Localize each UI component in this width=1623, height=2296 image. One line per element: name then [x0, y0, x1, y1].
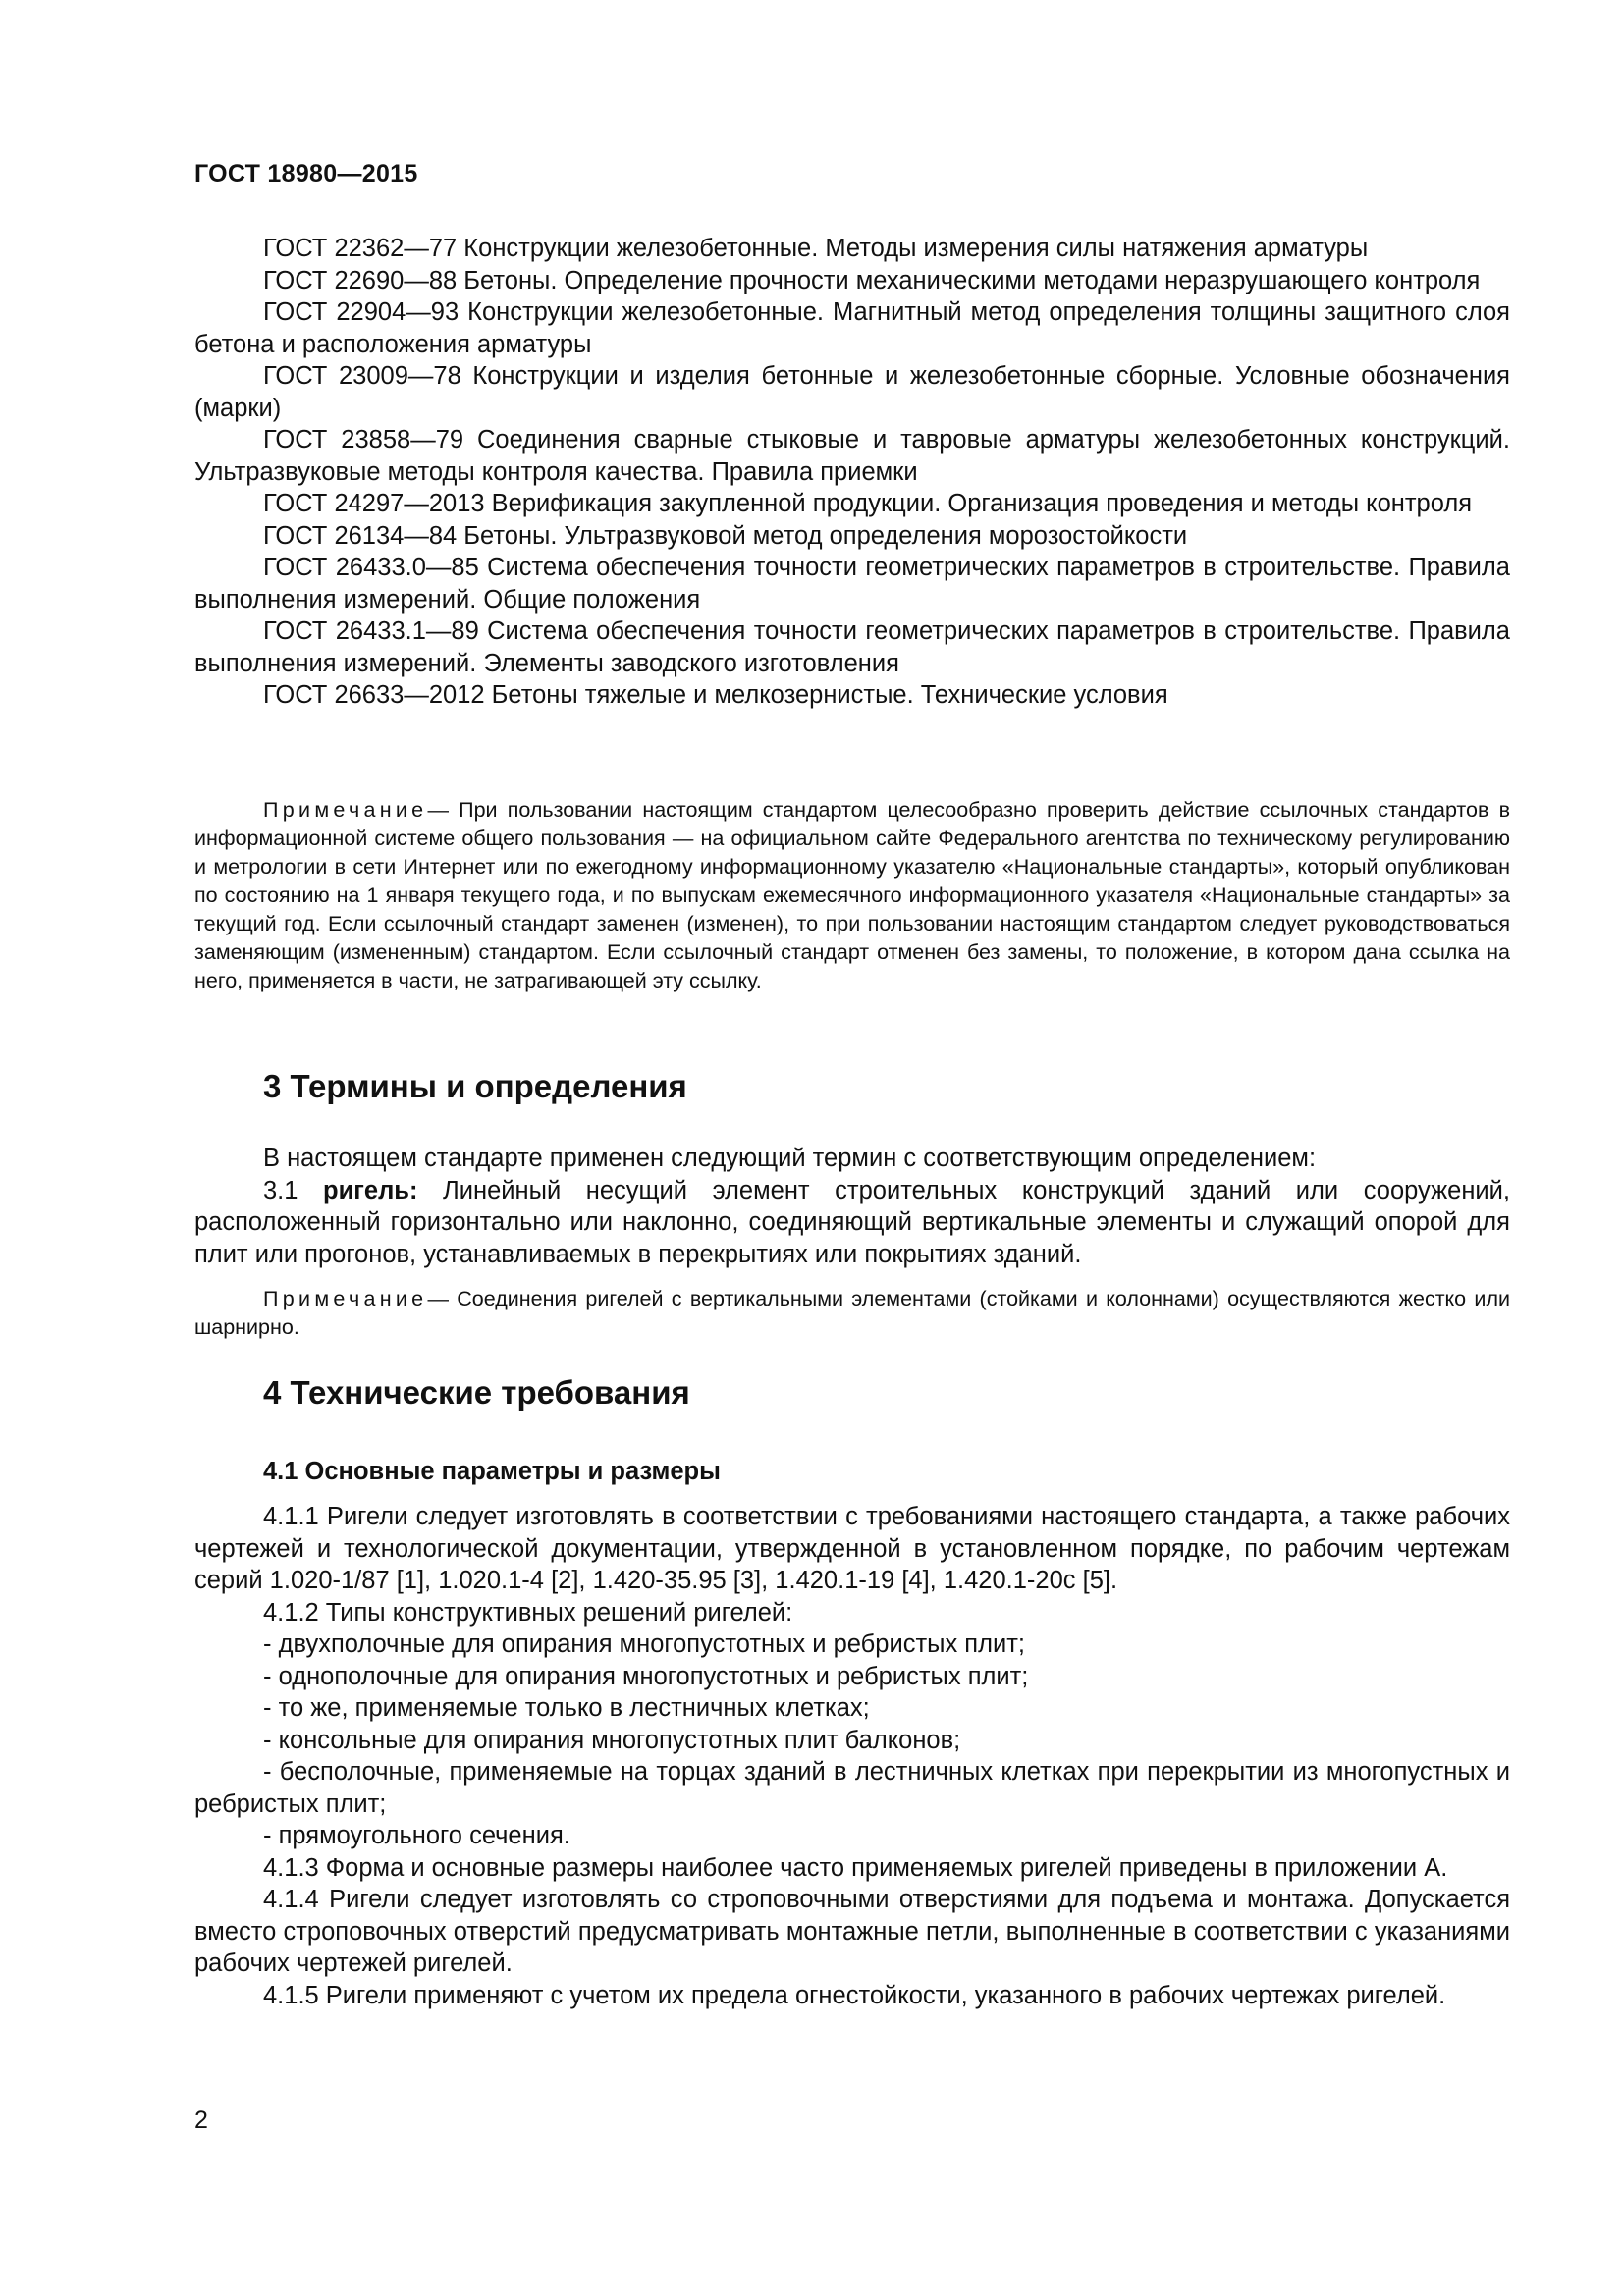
standard-header: ГОСТ 18980—2015	[194, 160, 418, 187]
reference-item: ГОСТ 26633—2012 Бетоны тяжелые и мелкозернистые. Технические условия	[263, 681, 1168, 709]
list-item: - бесполочные, применяемые на торцах зданий в лестничных клетках при перекрытии из многопустных и ребристых плит;	[194, 1758, 1510, 1818]
references-note	[194, 796, 1510, 995]
section-3-body	[194, 1143, 1510, 1270]
section-4-title: 4 Технические требования	[263, 1374, 690, 1411]
list-item: - прямоугольного сечения.	[263, 1822, 570, 1849]
section-4-body	[194, 1501, 1510, 2011]
reference-item: ГОСТ 24297—2013 Верификация закупленной продукции. Организация проведения и методы контроля	[263, 490, 1473, 517]
note-text: — При пользовании настоящим стандартом целесообразно проверить действие ссылочных стандартов в информационной системе общего пользования — на официальном сайте Федерального агентства по техническому регулированию и метрологии в сети Интернет или по ежегодному информационному указателю «Национальные стандарты», который опубликован по состоянию на 1 января текущего года, и по выпускам ежемесячного информационного указателя «Национальные стандарты» за текущий год. Если ссылочный стандарт заменен (изменен), то при пользовании настоящим стандартом следует руководствоваться заменяющим (измененным) стандартом. Если ссылочный стандарт отменен без замены, то положение, в котором дана ссылка на него, применяется в части, не затрагивающей эту ссылку.	[194, 798, 1510, 992]
reference-item: ГОСТ 23009—78 Конструкции и изделия бетонные и железобетонные сборные. Условные обозначения (марки)	[194, 362, 1510, 422]
paragraph-4-1-2: 4.1.2 Типы конструктивных решений ригелей:	[263, 1598, 793, 1627]
section-3-intro: В настоящем стандарте применен следующий термин с соответствующим определением:	[263, 1145, 1317, 1172]
term-note	[194, 1285, 1510, 1342]
paragraph-4-1-1: 4.1.1 Ригели следует изготовлять в соответствии с требованиями настоящего стандарта, а также рабочих чертежей и технологической документации, утвержденной в установленном порядке, по рабочим чертежам серий 1.020-1/87 [1], 1.020.1-4 [2], 1.420-35.95 [3], 1.420.1-19 [4], 1.420.1-20с [5].	[194, 1503, 1510, 1594]
references-list	[194, 233, 1510, 712]
list-item: - то же, применяемые только в лестничных клетках;	[263, 1694, 870, 1722]
reference-item: ГОСТ 26433.1—89 Система обеспечения точности геометрических параметров в строительстве. Правила выполнения измерений. Элементы заводского изготовления	[194, 617, 1510, 677]
note-label: Примечание	[263, 1287, 428, 1310]
paragraph-4-1-3: 4.1.3 Форма и основные размеры наиболее часто применяемых ригелей приведены в приложении А.	[263, 1853, 1448, 1882]
definition-text: Линейный несущий элемент строительных конструкций зданий или сооружений, расположенный горизонтально или наклонно, соединяющий вертикальные элементы и служащий опорой для плит или прогонов, устанавливаемых в перекрытиях или покрытиях зданий.	[194, 1176, 1510, 1268]
list-item: - однополочные для опирания многопустотных и ребристых плит;	[263, 1662, 1029, 1690]
subsection-4-1-title: 4.1 Основные параметры и размеры	[263, 1458, 721, 1485]
term-definition	[194, 1175, 1510, 1271]
reference-item: ГОСТ 22362—77 Конструкции железобетонные. Методы измерения силы натяжения арматуры	[263, 235, 1369, 262]
section-3-title: 3 Термины и определения	[263, 1068, 687, 1104]
term: ригель:	[323, 1176, 418, 1204]
paragraph-4-1-4: 4.1.4 Ригели следует изготовлять со строповочными отверстиями для подъема и монтажа. Допускается вместо строповочных отверстий предусматривать монтажные петли, выполненные в соответствии с указаниями рабочих чертежей ригелей.	[194, 1886, 1510, 1977]
list-item: - консольные для опирания многопустотных плит балконов;	[263, 1726, 961, 1754]
reference-item: ГОСТ 22690—88 Бетоны. Определение прочности механическими методами неразрушающего контроля	[263, 266, 1481, 294]
list-item: - двухполочные для опирания многопустотных и ребристых плит;	[263, 1630, 1025, 1658]
note-text: — Соединения ригелей с вертикальными элементами (стойками и колоннами) осуществляются жестко или шарнирно.	[194, 1287, 1510, 1339]
paragraph-4-1-5: 4.1.5 Ригели применяют с учетом их предела огнестойкости, указанного в рабочих чертежах ригелей.	[263, 1981, 1446, 2009]
reference-item: ГОСТ 26433.0—85 Система обеспечения точности геометрических параметров в строительстве. Правила выполнения измерений. Общие положения	[194, 554, 1510, 614]
page-number: 2	[194, 2107, 208, 2134]
term-number: 3.1	[263, 1176, 324, 1204]
note-label: Примечание	[263, 798, 428, 822]
reference-item: ГОСТ 26134—84 Бетоны. Ультразвуковой метод определения морозостойкости	[263, 521, 1188, 550]
reference-item: ГОСТ 22904—93 Конструкции железобетонные. Магнитный метод определения толщины защитного слоя бетона и расположения арматуры	[194, 298, 1510, 358]
reference-item: ГОСТ 23858—79 Соединения сварные стыковые и тавровые арматуры железобетонных конструкций. Ультразвуковые методы контроля качества. Правила приемки	[194, 426, 1510, 486]
